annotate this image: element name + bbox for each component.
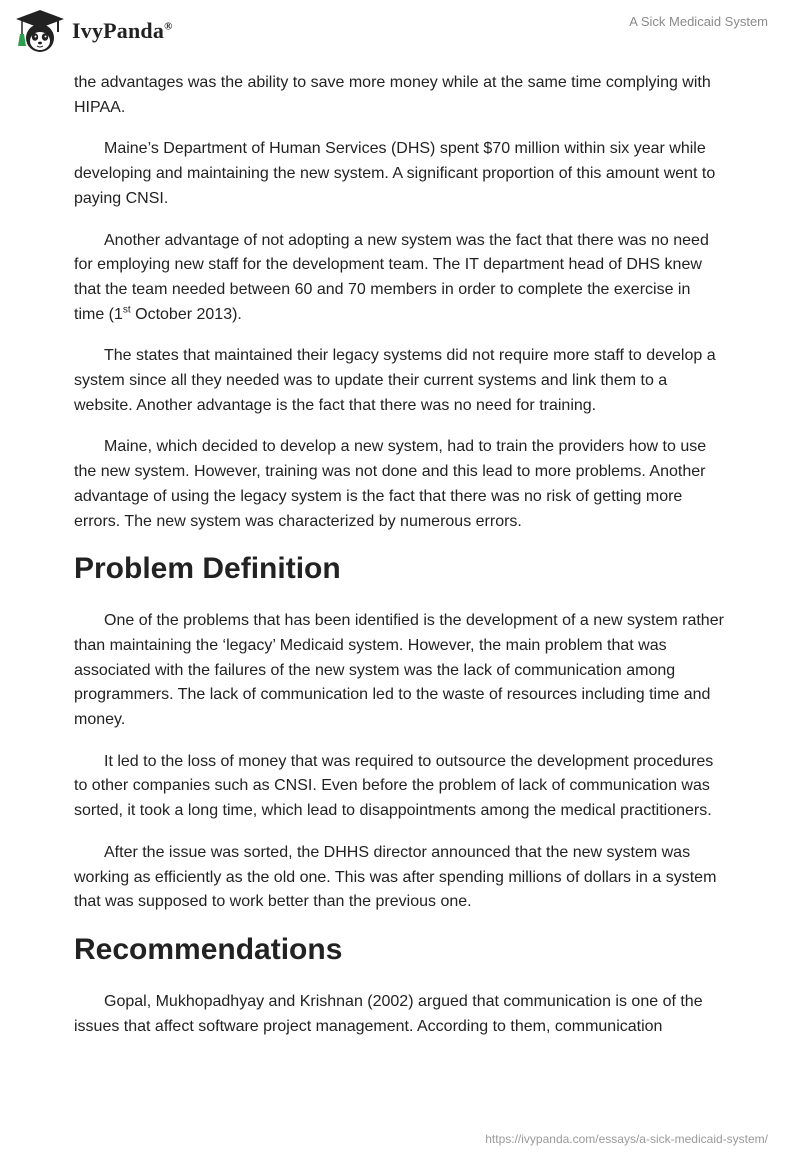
page-header (0, 0, 800, 72)
paragraph-recommend-1: Gopal, Mukhopadhyay and Krishnan (2002) argued that communication is one of the issues that affect software project management. According to them, communication (74, 992, 703, 1035)
heading-recommendations: Recommendations (74, 932, 343, 966)
paragraph-problem-1: One of the problems that has been identified is the development of a new system rather than maintaining the ‘legacy’ Medicaid system. However, the main problem that was associated with the failures of the new system was the lack of communication among programmers. The lack of communication led to the waste of resources including time and money. (74, 612, 724, 729)
article-body (74, 71, 724, 1056)
paragraph-staff (74, 229, 724, 328)
paragraph-staff-text-a: Another advantage of not adopting a new system was the fact that there was no need for employing new staff for the development team. The IT department head of DHS knew that the team needed between 60 and 70 members in order to complete the exercise in time (1 (74, 231, 709, 323)
paragraph-problem-2: It led to the loss of money that was required to outsource the development procedures to other companies such as CNSI. Even before the problem of lack of communication was sorted, it took a long time, which lead to disappointments among the medical practitioners. (74, 752, 714, 820)
panda-graduate-icon (14, 8, 66, 54)
document-title: A Sick Medicaid System (629, 14, 768, 29)
brand-name: IvyPanda® (72, 18, 173, 43)
ordinal-suffix: st (122, 304, 131, 316)
paragraph-problem-3: After the issue was sorted, the DHHS director announced that the new system was working as efficiently as the old one. This was after spending millions of dollars in a system that was supposed to work better than the previous one. (74, 843, 717, 911)
paragraph-legacy: The states that maintained their legacy systems did not require more staff to develop a system since all they needed was to update their current systems and link them to a website. Another advantage is the fact that there was no need for training. (74, 347, 716, 414)
paragraph-intro: the advantages was the ability to save more money while at the same time complying with HIPAA. (74, 74, 711, 116)
source-url-link[interactable]: https://ivypanda.com/essays/a-sick-medicaid-system/ (485, 1132, 768, 1146)
paragraph-maine-dhs: Maine’s Department of Human Services (DHS) spent $70 million within six year while developing and maintaining the new system. A significant proportion of this amount went to paying CNSI. (74, 140, 716, 207)
logo[interactable] (14, 8, 173, 54)
paragraph-staff-text-b: October 2013). (130, 305, 242, 323)
heading-problem-definition: Problem Definition (74, 552, 341, 586)
paragraph-training: Maine, which decided to develop a new system, had to train the providers how to use the new system. However, training was not done and this lead to more problems. Another advantage of using the legacy system is the fact that there was no risk of getting more errors. The new system was characterized by numerous errors. (74, 438, 707, 530)
